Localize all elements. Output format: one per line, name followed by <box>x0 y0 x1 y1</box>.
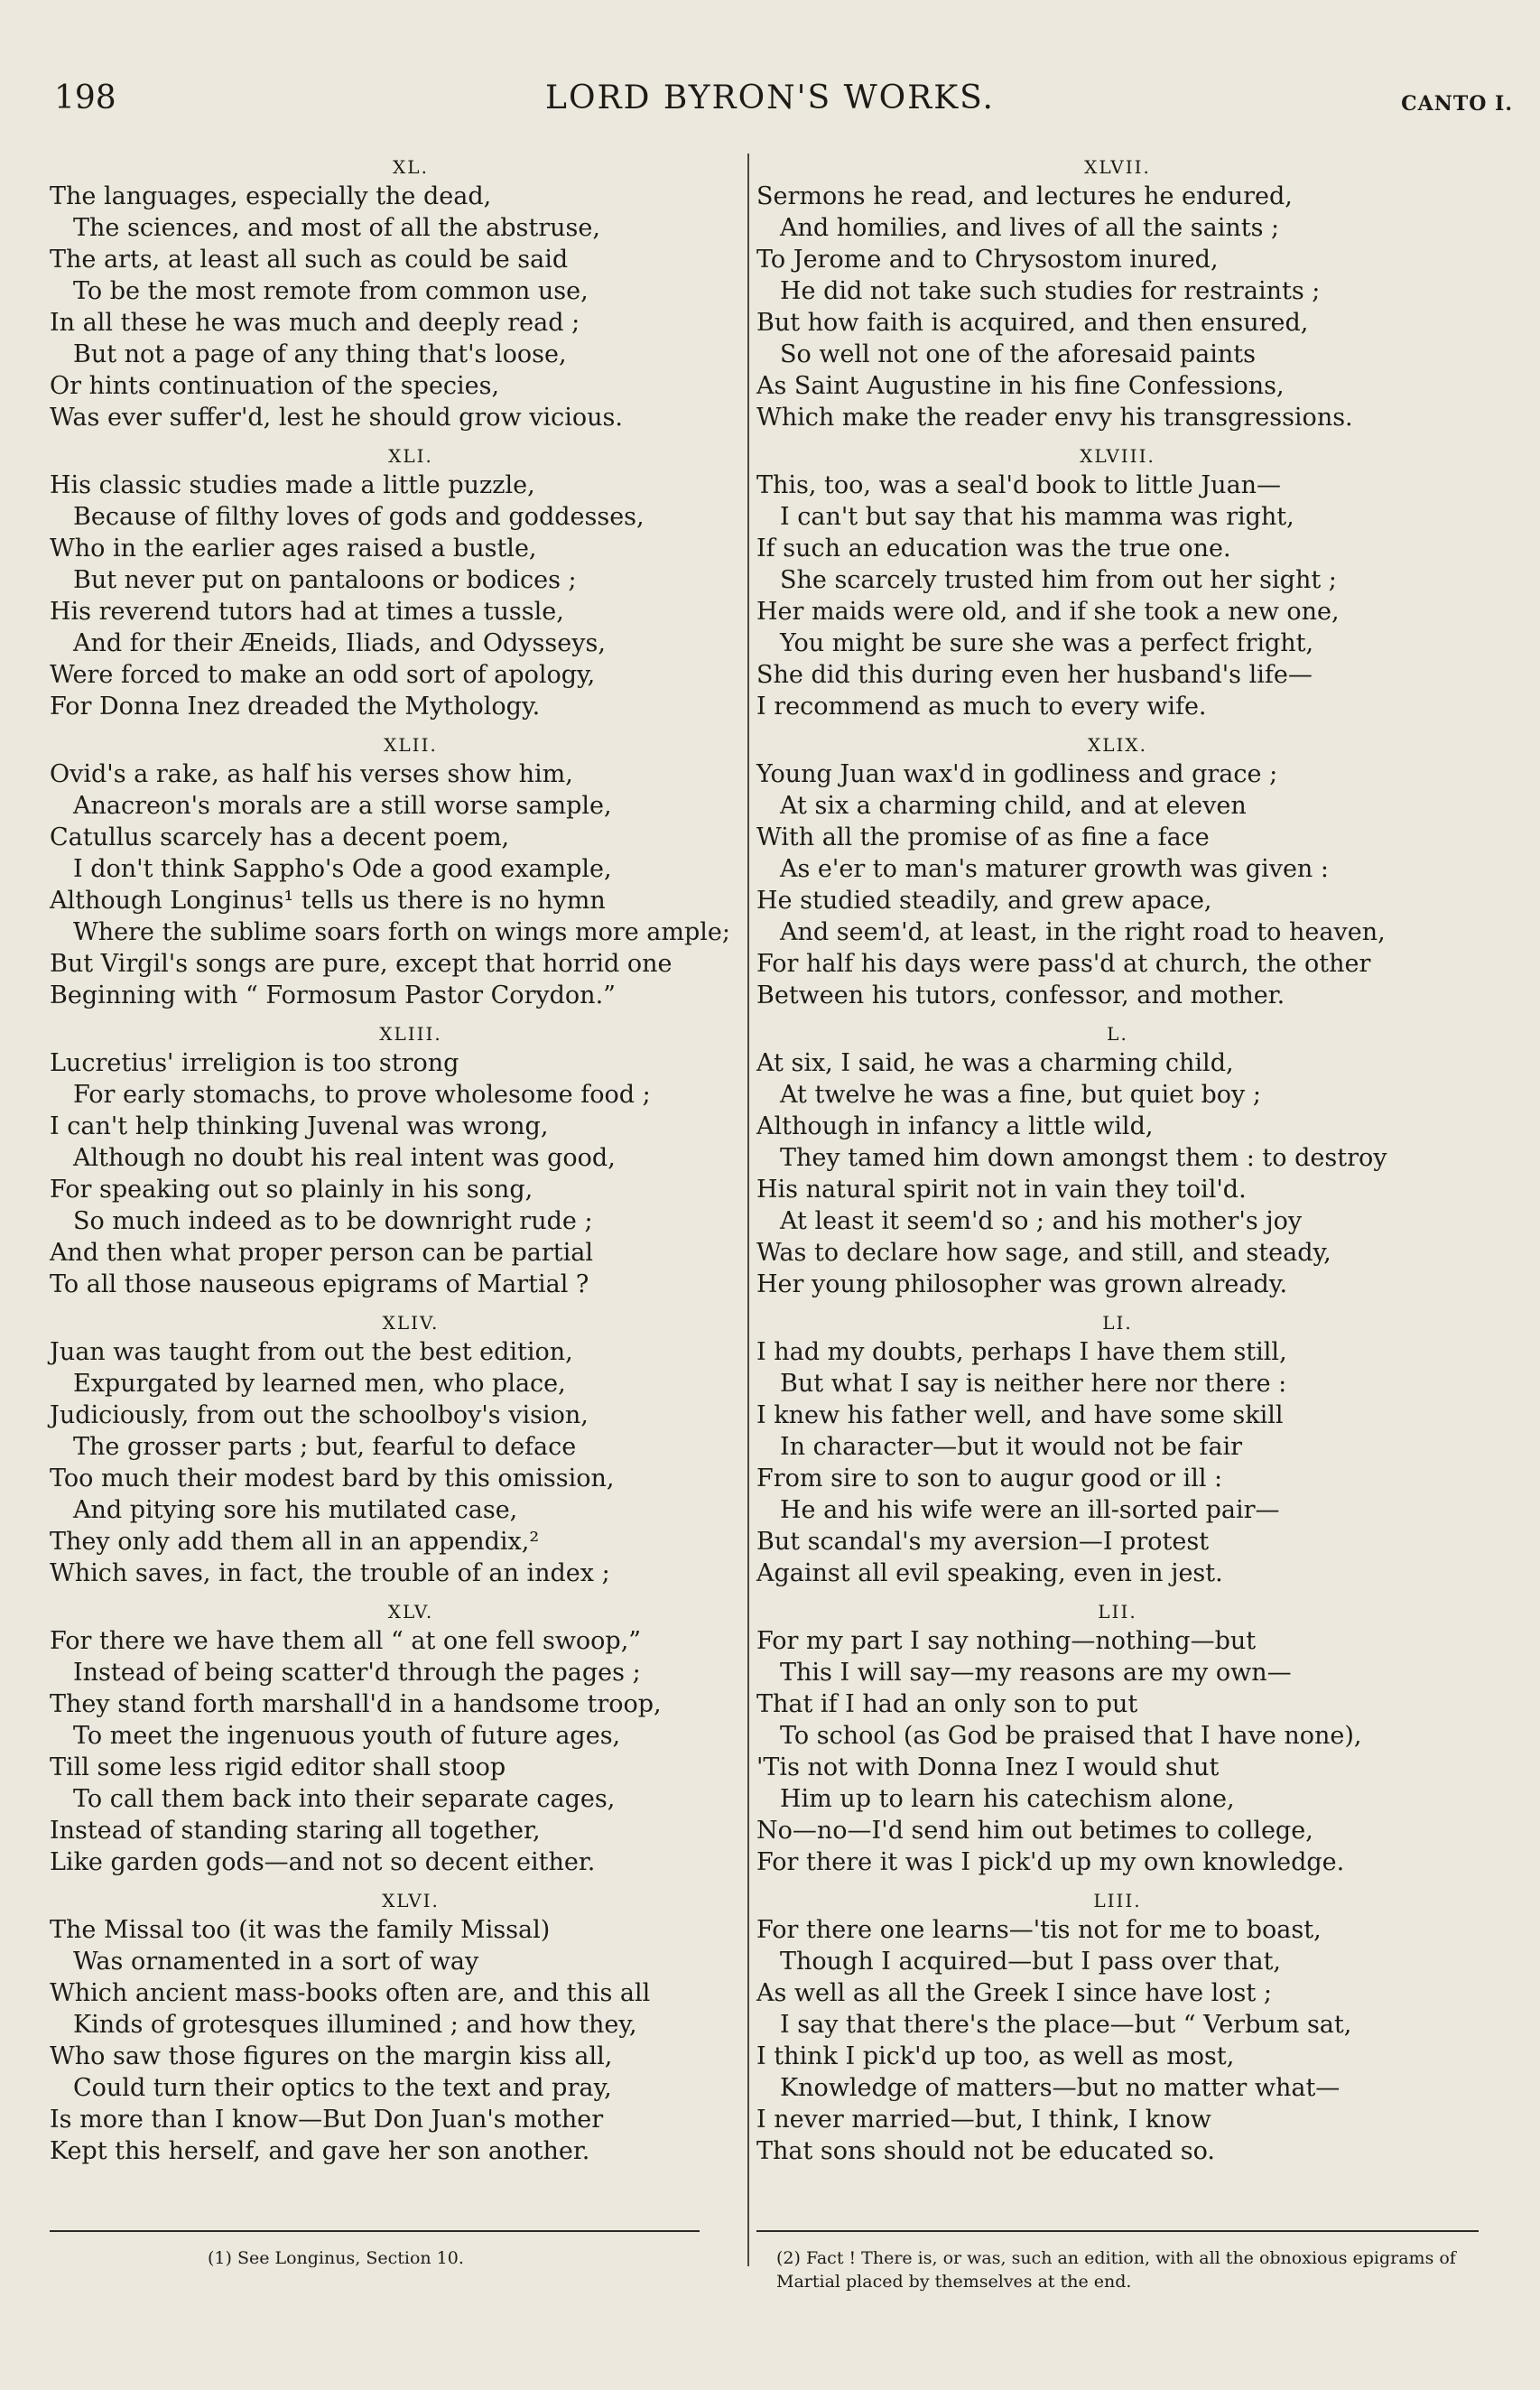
verse-line: Is more than I know—But Don Juan's mother <box>50 2106 604 2134</box>
stanza <box>50 442 772 722</box>
verse-line: At six, I said, he was a charming child, <box>756 1049 1234 1077</box>
verse-line: But how faith is acquired, and then ensured, <box>756 309 1309 337</box>
stanza <box>50 731 772 1011</box>
verse-line: Instead of being scatter'd through the pages ; <box>73 1659 641 1687</box>
left-column <box>50 153 772 2167</box>
verse-line: As well as all the Greek I since have lost ; <box>756 1979 1272 2007</box>
verse-line: They only add them all in an appendix,² <box>50 1528 540 1556</box>
verse-line: His reverend tutors had at times a tussle, <box>50 598 564 626</box>
stanza-numeral: LII. <box>1098 1601 1137 1623</box>
verse-line: Young Juan wax'd in godliness and grace ; <box>756 760 1278 788</box>
verse-line: Who in the earlier ages raised a bustle, <box>50 535 537 563</box>
stanza <box>756 1887 1479 2167</box>
verse-line: I think I pick'd up too, as well as most, <box>756 2042 1235 2070</box>
verse-line: Was to declare how sage, and still, and steady, <box>756 1239 1331 1267</box>
verse-line: Juan was taught from out the best edition, <box>50 1338 573 1366</box>
verse-line: Or hints continuation of the species, <box>50 372 500 400</box>
footnote-rule-right <box>756 2230 1479 2232</box>
canto-label: CANTO I. <box>1401 92 1513 116</box>
stanza-numeral: XLIX. <box>1087 734 1147 756</box>
verse-line: Which saves, in fact, the trouble of an index ; <box>50 1559 610 1587</box>
verse-line: Catullus scarcely has a decent poem, <box>50 823 510 851</box>
verse-line: For there it was I pick'd up my own knowledge. <box>756 1848 1345 1876</box>
verse-line: Expurgated by learned men, who place, <box>73 1370 566 1398</box>
verse-line: For my part I say nothing—nothing—but <box>756 1627 1257 1655</box>
verse-line: She did this during even her husband's life— <box>756 661 1313 689</box>
verse-line: If such an education was the true one. <box>756 535 1231 563</box>
stanza-numeral: XLV. <box>387 1601 434 1623</box>
footnote-rule-left <box>50 2230 700 2232</box>
verse-line: Instead of standing staring all together, <box>50 1817 541 1845</box>
stanza-numeral: XL. <box>393 156 429 178</box>
verse-line: Till some less rigid editor shall stoop <box>50 1753 506 1781</box>
verse-line: Where the sublime soars forth on wings more ample; <box>73 918 730 946</box>
stanza-numeral: XLI. <box>388 445 433 467</box>
verse-line: Although Longinus¹ tells us there is no hymn <box>50 887 606 915</box>
verse-line: Was ever suffer'd, lest he should grow vicious. <box>50 404 623 432</box>
verse-line: Could turn their optics to the text and pray, <box>73 2074 612 2102</box>
verse-line: Though I acquired—but I pass over that, <box>780 1948 1282 1976</box>
verse-line: From sire to son to augur good or ill : <box>756 1465 1223 1493</box>
verse-line: The languages, especially the dead, <box>50 182 492 210</box>
stanza <box>756 1598 1479 1878</box>
verse-line: At least it seem'd so ; and his mother's joy <box>780 1207 1303 1235</box>
verse-line: And seem'd, at least, in the right road to heaven, <box>780 918 1386 946</box>
verse-line: For there one learns—'tis not for me to boast, <box>756 1916 1322 1944</box>
verse-line: At twelve he was a fine, but quiet boy ; <box>780 1081 1261 1109</box>
verse-line: His classic studies made a little puzzle, <box>50 471 535 499</box>
stanza <box>756 153 1479 433</box>
verse-line: Because of filthy loves of gods and goddesses, <box>73 503 645 531</box>
verse-line: So well not one of the aforesaid paints <box>780 340 1256 368</box>
verse-line: But never put on pantaloons or bodices ; <box>73 566 577 594</box>
verse-line: To Jerome and to Chrysostom inured, <box>756 246 1219 274</box>
verse-line: As Saint Augustine in his fine Confessions, <box>756 372 1285 400</box>
verse-line: And homilies, and lives of all the saints ; <box>780 214 1280 242</box>
running-title: LORD BYRON'S WORKS. <box>545 79 995 116</box>
verse-line: They tamed him down amongst them : to destroy <box>780 1144 1387 1172</box>
stanza-numeral: LIII. <box>1093 1890 1142 1911</box>
verse-line: Against all evil speaking, even in jest. <box>756 1559 1223 1587</box>
stanza-numeral: LI. <box>1102 1312 1133 1334</box>
stanza <box>50 1020 772 1300</box>
verse-line: Her young philosopher was grown already. <box>756 1270 1288 1298</box>
verse-line: Ovid's a rake, as half his verses show him, <box>50 760 573 788</box>
verse-line: That if I had an only son to put <box>756 1690 1138 1718</box>
stanza <box>50 1309 772 1589</box>
verse-line: To all those nauseous epigrams of Martial ? <box>50 1270 589 1298</box>
verse-line: Was ornamented in a sort of way <box>73 1948 479 1976</box>
footnote-1: (1) See Longinus, Section 10. <box>208 2248 464 2268</box>
verse-line: Beginning with “ Formosum Pastor Corydon.” <box>50 981 616 1009</box>
verse-line: Too much their modest bard by this omission, <box>50 1465 615 1493</box>
column-divider <box>747 153 749 2266</box>
verse-line: This I will say—my reasons are my own— <box>780 1659 1292 1687</box>
stanza-numeral: XLVIII. <box>1080 445 1155 467</box>
stanza <box>50 153 772 433</box>
verse-line: In all these he was much and deeply read ; <box>50 309 580 337</box>
stanza <box>50 1887 772 2167</box>
stanza-numeral: L. <box>1107 1023 1128 1045</box>
verse-line: Although no doubt his real intent was good, <box>73 1144 616 1172</box>
verse-line: But not a page of any thing that's loose, <box>73 340 567 368</box>
stanza-numeral: XLIV. <box>382 1312 440 1334</box>
verse-line: Kept this herself, and gave her son another. <box>50 2137 590 2165</box>
verse-line: And for their Æneids, Iliads, and Odysseys, <box>73 629 606 657</box>
verse-line: For early stomachs, to prove wholesome food ; <box>73 1081 651 1109</box>
verse-line: Anacreon's morals are a still worse sample, <box>73 792 612 820</box>
verse-line: To school (as God be praised that I have none), <box>780 1722 1362 1750</box>
verse-line: In character—but it would not be fair <box>780 1433 1243 1461</box>
page-header <box>0 79 1540 134</box>
verse-line: For speaking out so plainly in his song, <box>50 1176 533 1204</box>
verse-line: They stand forth marshall'd in a handsome troop, <box>50 1690 662 1718</box>
verse-line: For Donna Inez dreaded the Mythology. <box>50 693 541 721</box>
verse-line: Who saw those figures on the margin kiss all, <box>50 2042 613 2070</box>
verse-line: And then what proper person can be partial <box>50 1239 593 1267</box>
verse-line: Kinds of grotesques illumined ; and how they, <box>73 2011 637 2039</box>
verse-line: And pitying sore his mutilated case, <box>73 1496 518 1524</box>
stanza-numeral: XLIII. <box>379 1023 442 1045</box>
verse-line: To be the most remote from common use, <box>73 277 589 305</box>
stanza-numeral: XLII. <box>384 734 438 756</box>
stanza <box>756 1309 1479 1589</box>
stanza <box>756 1020 1479 1300</box>
verse-line: Which make the reader envy his transgressions. <box>756 404 1353 432</box>
stanza-numeral: XLVII. <box>1084 156 1151 178</box>
stanza-numeral: XLVI. <box>382 1890 440 1911</box>
verse-line: His natural spirit not in vain they toil'd. <box>756 1176 1247 1204</box>
verse-line: With all the promise of as fine a face <box>756 823 1210 851</box>
verse-line: I never married—but, I think, I know <box>756 2106 1211 2134</box>
stanza <box>756 442 1479 722</box>
verse-line: Like garden gods—and not so decent either. <box>50 1848 596 1876</box>
verse-line: Which ancient mass-books often are, and this all <box>50 1979 651 2007</box>
verse-line: That sons should not be educated so. <box>756 2137 1215 2165</box>
verse-line: He did not take such studies for restraints ; <box>780 277 1321 305</box>
verse-line: The grosser parts ; but, fearful to deface <box>73 1433 577 1461</box>
verse-line: But scandal's my aversion—I protest <box>756 1528 1210 1556</box>
verse-line: The sciences, and most of all the abstruse, <box>73 214 600 242</box>
verse-line: The arts, at least all such as could be said <box>50 246 569 274</box>
verse-line: Were forced to make an odd sort of apology, <box>50 661 596 689</box>
stanza <box>756 731 1479 1011</box>
verse-line: But what I say is neither here nor there : <box>780 1370 1287 1398</box>
verse-line: Knowledge of matters—but no matter what— <box>780 2074 1341 2102</box>
verse-line: Between his tutors, confessor, and mother. <box>756 981 1285 1009</box>
page-number: 198 <box>54 79 116 116</box>
verse-line: I knew his father well, and have some skill <box>756 1401 1284 1429</box>
verse-line: For there we have them all “ at one fell swoop,” <box>50 1627 642 1655</box>
verse-line: I can't but say that his mamma was right, <box>780 503 1294 531</box>
verse-line: 'Tis not with Donna Inez I would shut <box>756 1753 1220 1781</box>
verse-line: You might be sure she was a perfect fright, <box>780 629 1314 657</box>
verse-line: Her maids were old, and if she took a new one, <box>756 598 1340 626</box>
verse-line: This, too, was a seal'd book to little Juan— <box>756 471 1282 499</box>
verse-line: So much indeed as to be downright rude ; <box>73 1207 593 1235</box>
verse-line: Lucretius' irreligion is too strong <box>50 1049 459 1077</box>
right-column <box>756 153 1479 2167</box>
verse-line: But Virgil's songs are pure, except that horrid one <box>50 950 673 978</box>
verse-line: Although in infancy a little wild, <box>756 1112 1154 1140</box>
verse-line: I don't think Sappho's Ode a good example, <box>73 855 612 883</box>
verse-line: At six a charming child, and at eleven <box>780 792 1247 820</box>
verse-line: Judiciously, from out the schoolboy's vision, <box>50 1401 589 1429</box>
verse-line: I can't help thinking Juvenal was wrong, <box>50 1112 549 1140</box>
verse-line: No—no—I'd send him out betimes to college, <box>756 1817 1313 1845</box>
verse-line: Sermons he read, and lectures he endured, <box>756 182 1293 210</box>
verse-line: He and his wife were an ill-sorted pair— <box>780 1496 1280 1524</box>
verse-line: He studied steadily, and grew apace, <box>756 887 1212 915</box>
verse-line: The Missal too (it was the family Missal) <box>50 1916 551 1944</box>
verse-line: I had my doubts, perhaps I have them still, <box>756 1338 1287 1366</box>
verse-line: To call them back into their separate cages, <box>73 1785 616 1813</box>
stanza <box>50 1598 772 1878</box>
verse-line: For half his days were pass'd at church, the other <box>756 950 1371 978</box>
verse-line: To meet the ingenuous youth of future ages, <box>73 1722 621 1750</box>
verse-line: I recommend as much to every wife. <box>756 693 1207 721</box>
footnote-2: (2) Fact ! There is, or was, such an edition, with all the obnoxious epigrams of Martial placed by themselves at the end. <box>776 2248 1456 2292</box>
verse-line: She scarcely trusted him from out her sight ; <box>780 566 1337 594</box>
verse-line: Him up to learn his catechism alone, <box>780 1785 1235 1813</box>
verse-line: I say that there's the place—but “ Verbum sat, <box>780 2011 1352 2039</box>
verse-line: As e'er to man's maturer growth was given : <box>780 855 1330 883</box>
